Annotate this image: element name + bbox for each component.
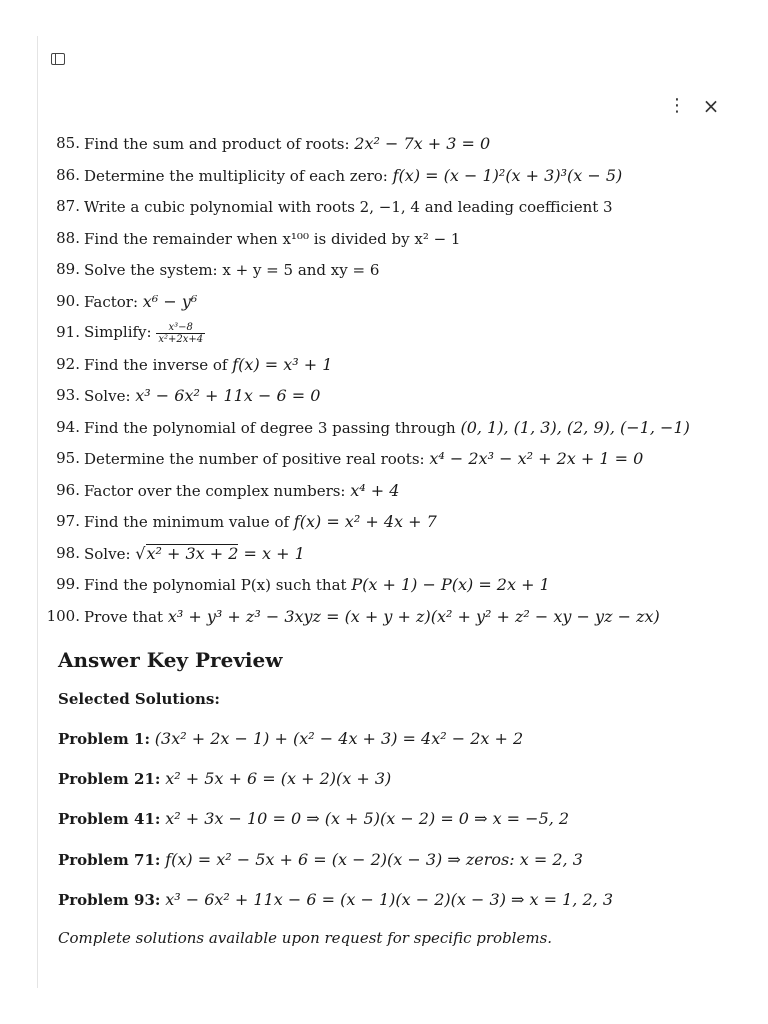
selected-solutions-label: Selected Solutions: xyxy=(58,690,220,708)
problem-item: 85. Find the sum and product of roots: 2x² − 7x + 3 = 0 xyxy=(56,134,491,153)
problem-item: 99. Find the polynomial P(x) such that P(x + 1) − P(x) = 2x + 1 xyxy=(56,575,550,594)
solution-item: Problem 93: x³ − 6x² + 11x − 6 = (x − 1)(x − 2)(x − 3) ⇒ x = 1, 2, 3 xyxy=(58,890,613,909)
problem-item: 98. Solve: √x² + 3x + 2 = x + 1 xyxy=(56,543,305,563)
solution-item: Problem 1: (3x² + 2x − 1) + (x² − 4x + 3) = 4x² − 2x + 2 xyxy=(58,729,524,748)
problem-item: 90. Factor: x⁶ − y⁶ xyxy=(56,291,198,311)
answer-key-heading: Answer Key Preview xyxy=(58,648,283,672)
solution-item: Problem 21: x² + 5x + 6 = (x + 2)(x + 3) xyxy=(58,769,392,788)
problem-list xyxy=(0,128,768,632)
problem-item: 93. Solve: x³ − 6x² + 11x − 6 = 0 xyxy=(56,386,321,405)
problem-item: 88. Find the remainder when x¹⁰⁰ is divided by x² − 1 xyxy=(56,228,461,248)
solution-item: Problem 41: x² + 3x − 10 = 0 ⇒ (x + 5)(x − 2) = 0 ⇒ x = −5, 2 xyxy=(58,809,570,828)
solution-item: Problem 71: f(x) = x² − 5x + 6 = (x − 2)(x − 3) ⇒ zeros: x = 2, 3 xyxy=(58,850,583,869)
fraction: $\frac{\text{x³−8}}{\text{x²+2x+4}}$ xyxy=(158,321,204,345)
problem-item: 100. Prove that x³ + y³ + z³ − 3xyz = (x + y + z)(x² + y² + z² − xy − yz − zx) xyxy=(46,606,660,626)
problem-item: 91. Simplify: $\frac{\text{x³−8}}{\text{x²+2x+4}}$ xyxy=(56,321,204,345)
solutions-note: Complete solutions available upon request for specific problems. xyxy=(58,929,553,947)
problem-item: 96. Factor over the complex numbers: x⁴ + 4 xyxy=(56,480,400,500)
radicand: x² + 3x + 2 xyxy=(146,543,239,563)
problem-item: 89. Solve the system: x + y = 5 and xy = 6 xyxy=(56,260,380,279)
problem-item: 97. Find the minimum value of f(x) = x² + 4x + 7 xyxy=(56,512,437,531)
problem-item: 87. Write a cubic polynomial with roots 2, −1, 4 and leading coefficient 3 xyxy=(56,197,613,216)
sidebar-toggle-icon[interactable] xyxy=(51,53,65,65)
problem-item: 95. Determine the number of positive real roots: x⁴ − 2x³ − x² + 2x + 1 = 0 xyxy=(56,449,644,468)
problem-item: 94. Find the polynomial of degree 3 passing through (0, 1), (1, 3), (2, 9), (−1, −1) xyxy=(56,417,690,437)
problem-item: 86. Determine the multiplicity of each zero: f(x) = (x − 1)²(x + 3)³(x − 5) xyxy=(56,165,623,185)
problem-list-section xyxy=(0,128,768,632)
problem-item: 92. Find the inverse of f(x) = x³ + 1 xyxy=(56,354,333,374)
more-options-icon[interactable]: ⋮ xyxy=(668,95,686,116)
close-icon[interactable]: × xyxy=(702,94,720,118)
